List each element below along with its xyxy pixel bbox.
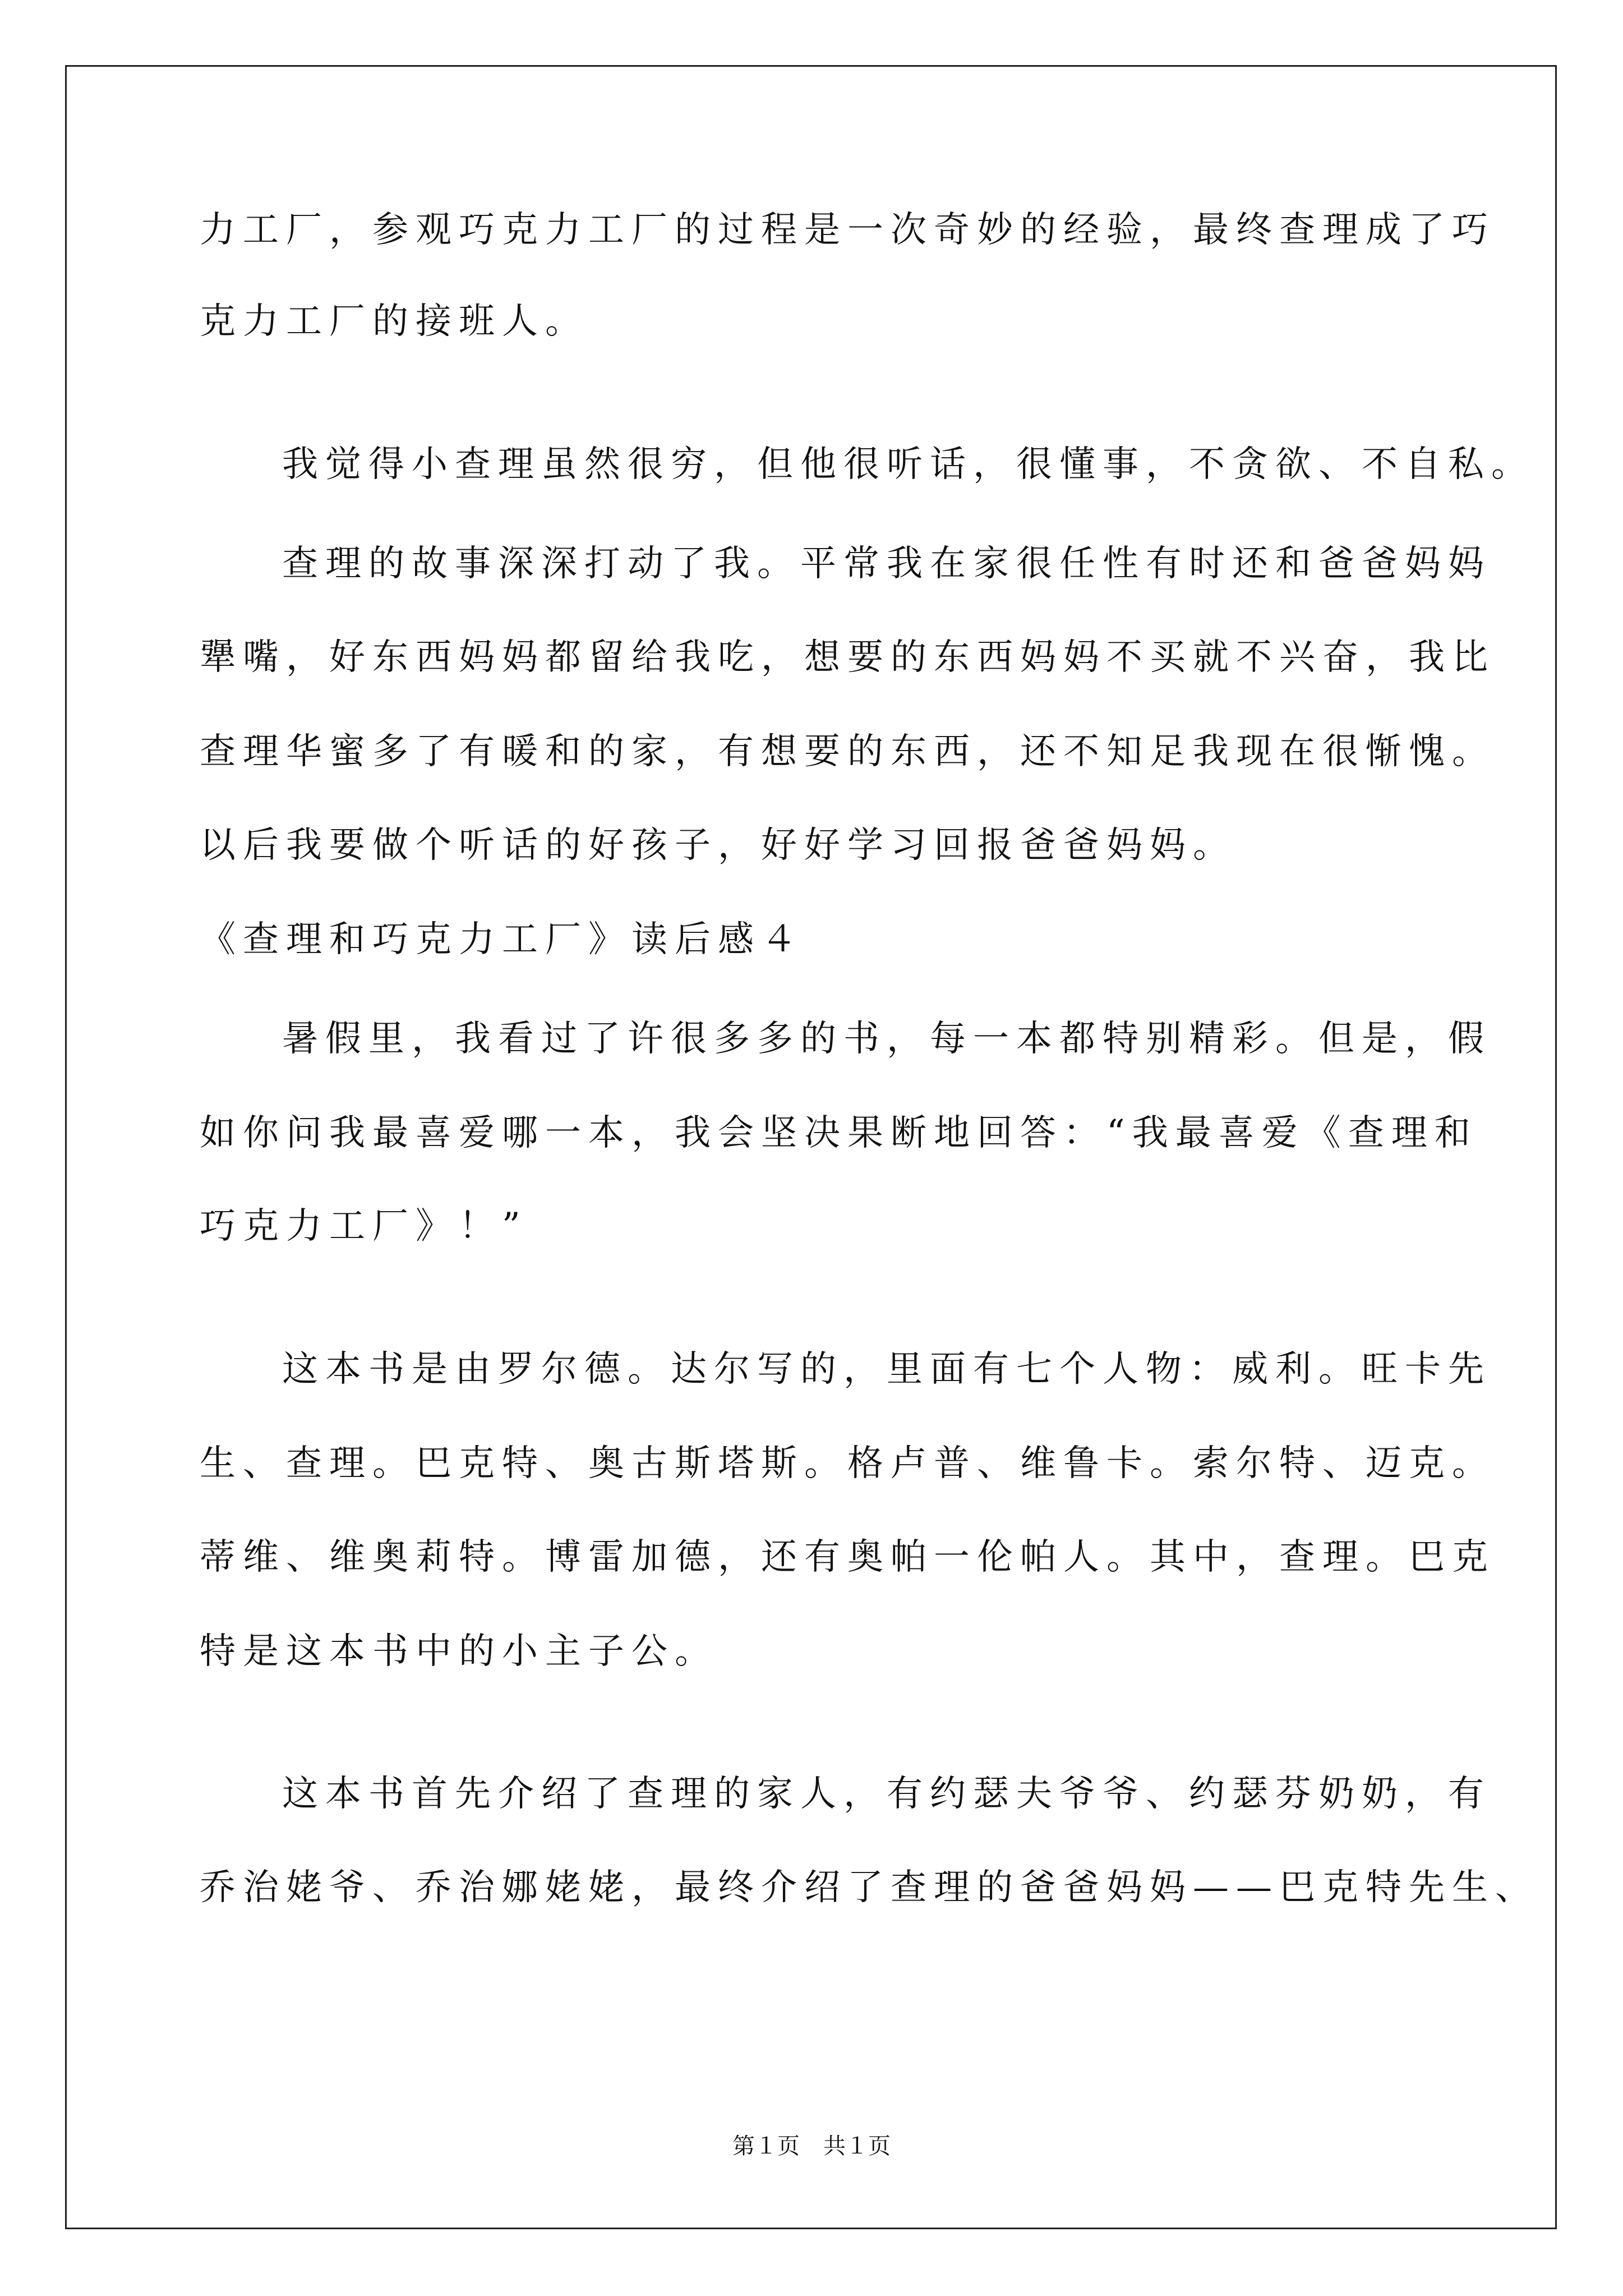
paragraph-line: 这本书是由罗尔德。达尔写的，里面有七个人物：威利。旺卡先 (282, 1349, 1491, 1390)
paragraph-line: 犟嘴，好东西妈妈都留给我吃，想要的东西妈妈不买就不兴奋，我比 (200, 637, 1495, 678)
paragraph-line: 巧克力工厂》！” (200, 1205, 528, 1247)
paragraph-line: 力工厂，参观巧克力工厂的过程是一次奇妙的经验，最终查理成了巧 (200, 209, 1495, 251)
paragraph-line: 克力工厂的接班人。 (200, 301, 588, 342)
page-number-total: 共１页 (823, 2133, 891, 2159)
paragraph-line: 蒂维、维奥莉特。博雷加德，还有奥帕一伦帕人。其中，查理。巴克 (200, 1536, 1495, 1578)
page-footer (0, 2135, 1623, 2157)
paragraph-line: 我觉得小查理虽然很穷，但他很听话，很懂事，不贪欲、不自私。 (282, 444, 1534, 485)
paragraph-line: 查理的故事深深打动了我。平常我在家很任性有时还和爸爸妈妈 (282, 543, 1491, 585)
paragraph-line: 乔治姥爷、乔治娜姥姥，最终介绍了查理的爸爸妈妈——巴克特先生、 (200, 1867, 1538, 1908)
paragraph-line: 以后我要做个听话的好孩子，好好学习回报爸爸妈妈。 (200, 825, 1236, 866)
paragraph-line: 这本书首先介绍了查理的家人，有约瑟夫爷爷、约瑟芬奶奶，有 (282, 1773, 1491, 1815)
paragraph-line: 生、查理。巴克特、奥古斯塔斯。格卢普、维鲁卡。索尔特、迈克。 (200, 1443, 1495, 1484)
page-number-current: 第１页 (732, 2133, 800, 2159)
paragraph-line: 特是这本书中的小主子公。 (200, 1631, 718, 1672)
section-heading: 《查理和巧克力工厂》读后感４ (200, 919, 804, 960)
paragraph-line: 暑假里，我看过了许很多多的书，每一本都特别精彩。但是，假 (282, 1018, 1491, 1060)
paragraph-line: 查理华蜜多了有暖和的家，有想要的东西，还不知足我现在很惭愧。 (200, 731, 1495, 772)
paragraph-line: 如你问我最喜爱哪一本，我会坚决果断地回答：“我最喜爱《查理和 (200, 1112, 1478, 1154)
